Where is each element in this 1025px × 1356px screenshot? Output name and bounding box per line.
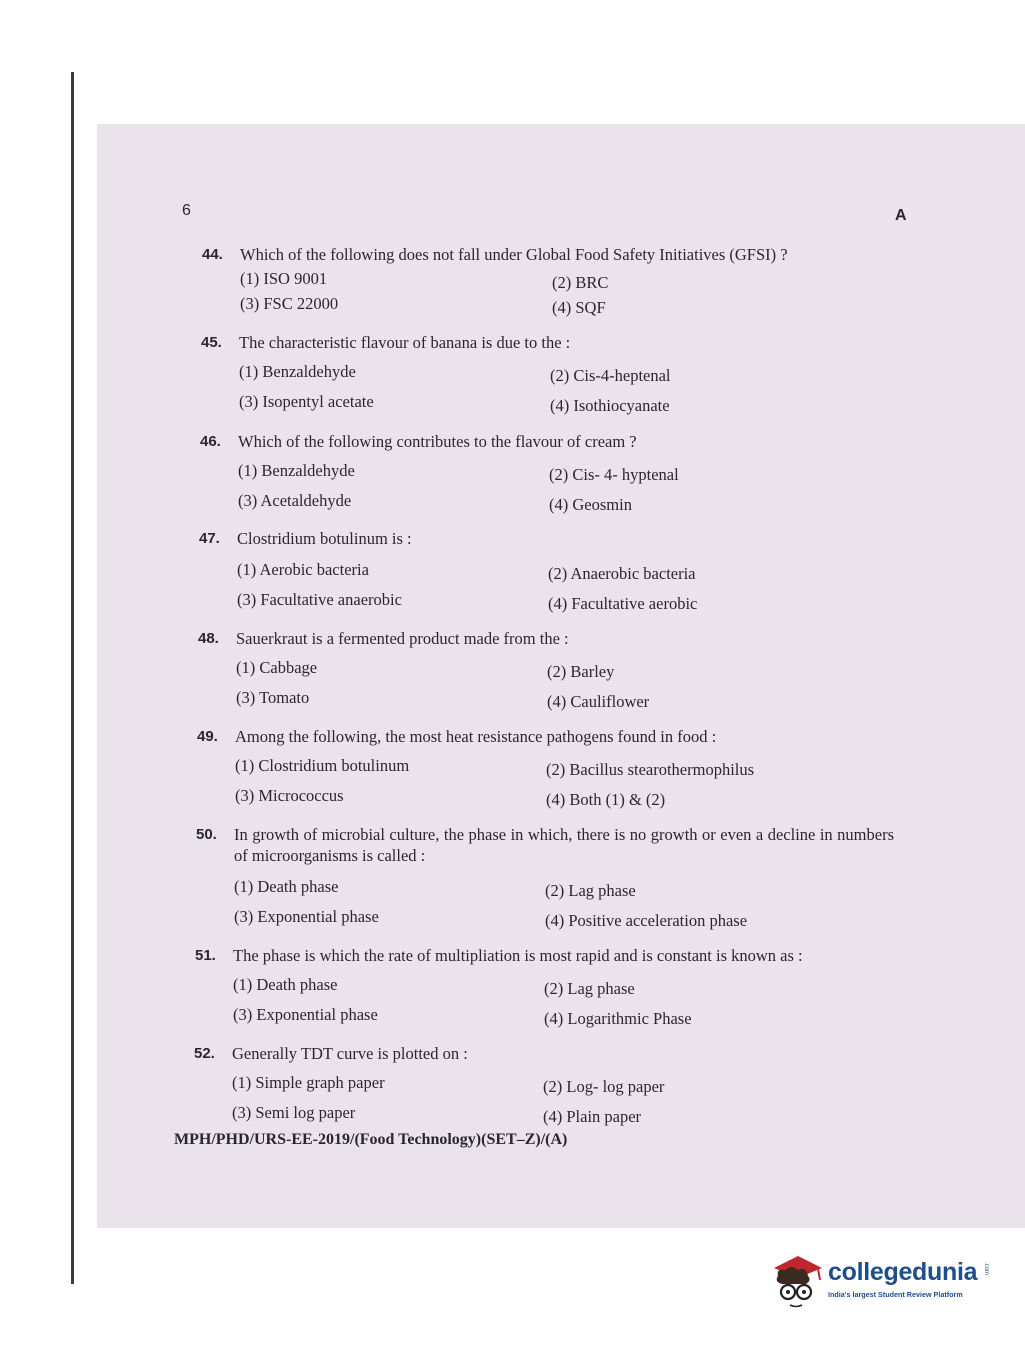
question-number: 45. [201, 334, 222, 351]
question-44 [202, 244, 902, 317]
question-text: The characteristic flavour of banana is due to the : [239, 333, 571, 352]
option-1: (1) Benzaldehyde [238, 461, 355, 480]
option-2: (2) Log- log paper [543, 1077, 665, 1096]
question-48 [198, 628, 898, 709]
option-2: (2) Barley [547, 662, 615, 681]
question-46 [200, 431, 900, 512]
collegedunia-logo[interactable] [768, 1250, 993, 1310]
option-4: (4) Both (1) & (2) [546, 790, 666, 809]
paper-code-footer: MPH/PHD/URS-EE-2019/(Food Technology)(SET–Z)/(A) [174, 1131, 568, 1148]
option-3: (3) FSC 22000 [240, 294, 339, 313]
option-2: (2) Lag phase [545, 881, 636, 900]
option-3: (3) Isopentyl acetate [239, 392, 374, 411]
question-51 [195, 945, 895, 1026]
question-number: 47. [199, 530, 220, 547]
question-number: 52. [194, 1045, 215, 1062]
option-2: (2) Cis-4-heptenal [550, 366, 671, 385]
option-3: (3) Facultative anaerobic [237, 590, 402, 609]
scan-margin [71, 72, 1025, 124]
option-2: (2) Anaerobic bacteria [548, 564, 696, 583]
option-1: (1) ISO 9001 [240, 269, 328, 288]
question-text: Sauerkraut is a fermented product made from the : [236, 629, 569, 648]
question-number: 50. [196, 826, 217, 843]
question-text: Clostridium botulinum is : [237, 529, 412, 548]
set-letter: A [895, 207, 907, 224]
question-text: Which of the following contributes to the flavour of cream ? [238, 432, 637, 451]
option-3: (3) Exponential phase [233, 1005, 378, 1024]
option-2: (2) Lag phase [544, 979, 635, 998]
option-1: (1) Clostridium botulinum [235, 756, 410, 775]
option-4: (4) Positive acceleration phase [545, 911, 748, 930]
question-number: 48. [198, 630, 219, 647]
question-49 [197, 726, 897, 807]
option-3: (3) Acetaldehyde [238, 491, 352, 510]
brand-tagline: India's largest Student Review Platform [828, 1290, 963, 1299]
option-4: (4) Isothiocyanate [550, 396, 670, 415]
question-text: In growth of microbial culture, the phase in which, there is no growth or even a decline in numbers of microorganisms is called : [234, 825, 894, 865]
option-1: (1) Death phase [234, 877, 339, 896]
option-2: (2) BRC [552, 273, 609, 292]
option-3: (3) Exponential phase [234, 907, 379, 926]
question-text: Among the following, the most heat resistance pathogens found in food : [235, 727, 717, 746]
option-1: (1) Aerobic bacteria [237, 560, 369, 579]
option-2: (2) Cis- 4- hyptenal [549, 465, 679, 484]
option-1: (1) Benzaldehyde [239, 362, 356, 381]
option-1: (1) Simple graph paper [232, 1073, 385, 1092]
question-text: Which of the following does not fall under Global Food Safety Initiatives (GFSI) ? [240, 245, 788, 264]
question-47 [199, 528, 899, 611]
brand-suffix: .com [983, 1262, 989, 1276]
option-4: (4) Geosmin [549, 495, 632, 514]
brand-name: collegedunia [828, 1258, 978, 1286]
question-number: 49. [197, 728, 218, 745]
scan-edge-line [71, 72, 74, 1284]
page-number: 6 [182, 202, 191, 219]
question-number: 46. [200, 433, 221, 450]
option-4: (4) Facultative aerobic [548, 594, 698, 613]
option-3: (3) Tomato [236, 688, 310, 707]
mascot-icon [768, 1250, 826, 1310]
option-4: (4) Plain paper [543, 1107, 642, 1126]
question-52 [194, 1043, 894, 1124]
question-number: 51. [195, 947, 216, 964]
option-4: (4) Cauliflower [547, 692, 650, 711]
question-50 [196, 824, 894, 930]
option-4: (4) SQF [552, 298, 606, 317]
option-4: (4) Logarithmic Phase [544, 1009, 692, 1028]
question-45 [201, 332, 901, 413]
option-1: (1) Death phase [233, 975, 338, 994]
question-text: The phase is which the rate of multipliation is most rapid and is constant is known as : [233, 946, 803, 965]
option-1: (1) Cabbage [236, 658, 318, 677]
option-2: (2) Bacillus stearothermophilus [546, 760, 755, 779]
option-3: (3) Micrococcus [235, 786, 344, 805]
question-text: Generally TDT curve is plotted on : [232, 1044, 468, 1063]
option-3: (3) Semi log paper [232, 1103, 356, 1122]
question-number: 44. [202, 246, 223, 263]
